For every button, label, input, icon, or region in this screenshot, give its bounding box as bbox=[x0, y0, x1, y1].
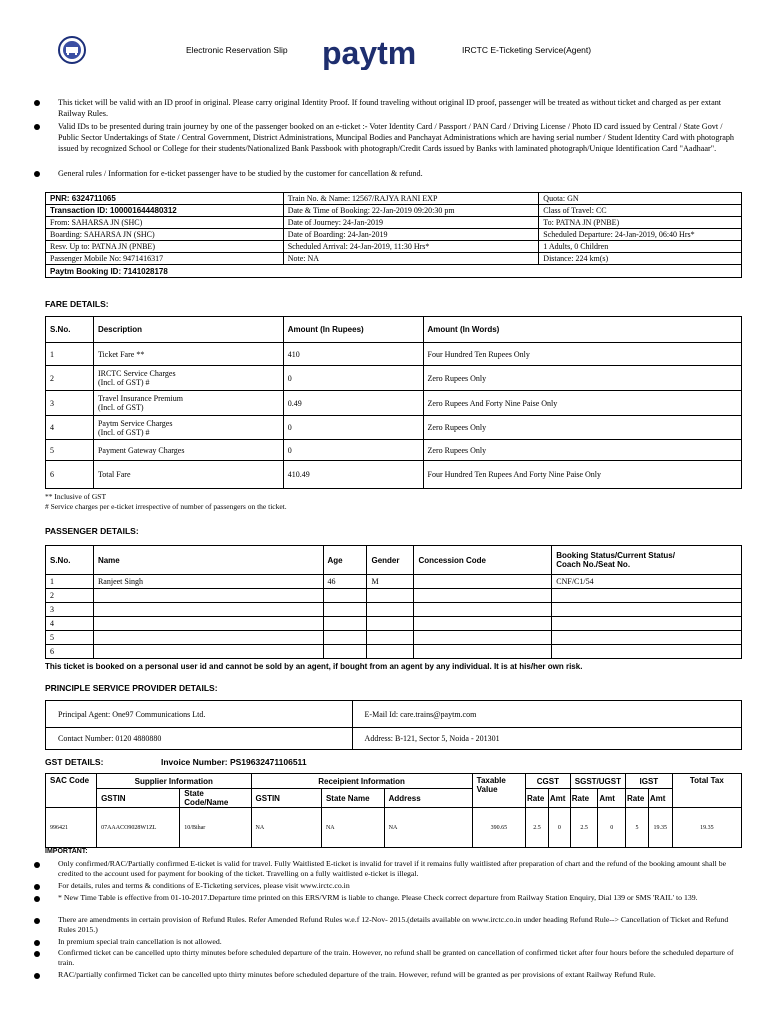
fare-desc bbox=[93, 440, 283, 461]
pax-concession bbox=[414, 645, 552, 659]
fare-table bbox=[45, 316, 742, 489]
gst-sgst-rate: 2.5 bbox=[570, 808, 598, 848]
gst-row bbox=[46, 808, 742, 848]
passenger-details-heading: PASSENGER DETAILS: bbox=[45, 526, 139, 536]
fare-row bbox=[46, 416, 742, 440]
intro-bullet-2 bbox=[58, 121, 740, 154]
pax-age bbox=[323, 617, 367, 631]
fare-col-sno: S.No. bbox=[46, 317, 94, 343]
pax-status bbox=[552, 645, 742, 659]
important-item-6 bbox=[58, 948, 740, 968]
important-text: * New Time Table is effective from 01-10-2017.Departure time printed on this ERS/VRM is liable to change. Please Check correct departure from Railway Station Enquiry, Dial 139 or SMS 'RAIL' to 139. bbox=[58, 893, 698, 902]
gst-igst-amt: 19.35 bbox=[648, 808, 672, 848]
bullet-icon bbox=[34, 884, 40, 890]
gst-recipient-state: NA bbox=[321, 808, 384, 848]
transaction-id: Transaction ID: 100001644480312 bbox=[46, 205, 284, 217]
fare-words: Zero Rupees Only bbox=[423, 366, 742, 391]
pax-age bbox=[323, 631, 367, 645]
gst-col-state-code: State Code/Name bbox=[180, 789, 251, 808]
fare-col-amount: Amount (In Rupees) bbox=[283, 317, 423, 343]
gst-total-tax: 19.35 bbox=[672, 808, 741, 848]
fare-row bbox=[46, 461, 742, 489]
intro-bullet-1 bbox=[58, 97, 740, 119]
principal-agent: Principal Agent: One97 Communications Ltd. bbox=[46, 701, 353, 728]
agent-resale-warning: This ticket is booked on a personal user id and cannot be sold by an agent, if bought from an agent by any individual. It is at his/her own risk. bbox=[45, 662, 583, 671]
gst-inclusive-note: ** Inclusive of GST bbox=[45, 492, 107, 501]
bullet-text: General rules / Information for e-ticket passenger have to be studied by the customer for cancellation & refund. bbox=[58, 169, 423, 178]
scheduled-arrival: Scheduled Arrival: 24-Jan-2019, 11:30 Hrs* bbox=[283, 241, 539, 253]
boarding-station: Boarding: SAHARSA JN (SHC) bbox=[46, 229, 284, 241]
fare-desc bbox=[93, 343, 283, 366]
bullet-icon bbox=[34, 940, 40, 946]
fare-row bbox=[46, 391, 742, 416]
gst-taxable-value: 390.65 bbox=[472, 808, 525, 848]
gst-col-sac: SAC Code bbox=[46, 774, 97, 808]
pax-name bbox=[93, 645, 323, 659]
quota: Quota: GN bbox=[539, 193, 742, 205]
train-name: Train No. & Name: 12567/RAJYA RANI EXP bbox=[283, 193, 539, 205]
pax-gender bbox=[367, 645, 414, 659]
gst-col-state-name: State Name bbox=[321, 789, 384, 808]
pax-name bbox=[93, 617, 323, 631]
fare-words: Four Hundred Ten Rupees Only bbox=[423, 343, 742, 366]
service-charge-note: # Service charges per e-ticket irrespective of number of passengers on the ticket. bbox=[45, 502, 287, 511]
important-item-7 bbox=[58, 970, 740, 980]
fare-sno: 2 bbox=[46, 366, 94, 391]
paytm-logo bbox=[322, 34, 434, 70]
fare-sno: 6 bbox=[46, 461, 94, 489]
invoice-number: Invoice Number: PS19632471106511 bbox=[161, 757, 307, 767]
gst-col-cgst-amt: Amt bbox=[548, 789, 570, 808]
pax-col-status-line1: Booking Status/Current Status/ bbox=[556, 551, 675, 560]
pax-sno: 1 bbox=[46, 575, 94, 589]
fare-desc-line: IRCTC Service Charges bbox=[97, 369, 176, 378]
important-item-4 bbox=[58, 915, 740, 935]
fare-col-words: Amount (In Words) bbox=[423, 317, 742, 343]
pax-sno: 4 bbox=[46, 617, 94, 631]
provider-table bbox=[45, 700, 742, 750]
pax-gender bbox=[367, 617, 414, 631]
pax-col-status bbox=[552, 546, 742, 575]
important-item-2 bbox=[58, 881, 740, 891]
pax-col-gender: Gender bbox=[367, 546, 414, 575]
journey-note: Note: NA bbox=[283, 253, 539, 265]
fare-desc bbox=[93, 366, 283, 391]
booking-datetime: Date & Time of Booking: 22-Jan-2019 09:20:30 pm bbox=[283, 205, 539, 217]
fare-desc-line: Travel Insurance Premium bbox=[97, 394, 183, 403]
bullet-icon bbox=[34, 171, 40, 177]
passenger-row bbox=[46, 631, 742, 645]
gst-table bbox=[45, 773, 742, 848]
bullet-icon bbox=[34, 124, 40, 130]
important-text: There are amendments in certain provision of Refund Rules. Refer Amended Refund Rules w.e.f 12-Nov- 2015.(details available on www.irctc.co.in under heading Refund Rule--> Cancellation of Ticket and Refund Rules 2015.) bbox=[58, 915, 729, 934]
gst-details-heading: GST DETAILS: bbox=[45, 757, 104, 767]
fare-col-description: Description bbox=[93, 317, 283, 343]
passenger-mobile: Passenger Mobile No: 9471416317 bbox=[46, 253, 284, 265]
fare-desc bbox=[93, 461, 283, 489]
pax-sno: 5 bbox=[46, 631, 94, 645]
gst-col-cgst: CGST bbox=[526, 774, 571, 789]
gst-supplier-gstin: 07AAACO9028W1ZL bbox=[97, 808, 180, 848]
important-item-5 bbox=[58, 937, 740, 947]
pax-age bbox=[323, 603, 367, 617]
important-text: Confirmed ticket can be cancelled upto thirty minutes before scheduled departure of the train. However, no refund shall be granted on cancellation of confirmed ticket after four hours before the scheduled departure of train. bbox=[58, 948, 734, 967]
pax-sno: 6 bbox=[46, 645, 94, 659]
fare-desc-line-2: (Incl. of GST) bbox=[97, 403, 144, 412]
bullet-icon bbox=[34, 862, 40, 868]
bullet-icon bbox=[34, 100, 40, 106]
pax-name: Ranjeet Singh bbox=[93, 575, 323, 589]
important-text: In premium special train cancellation is not allowed. bbox=[58, 937, 222, 946]
pax-name bbox=[93, 589, 323, 603]
bullet-text: Valid IDs to be presented during train journey by one of the passenger booked on an e-ticket :- Voter Identity Card / Passport / PAN Card / Driving License / Photo ID card issued by Central / State Govt / Public Sector Undertakings of State / Central Government, District Administrations, Muncipal Bodies and Panchayat Administrations which are having serial number / Student Identity Card with photograph issued by recognized School or College for their students/Nationalized Bank Passbook with photograph/Credit Cards issued by Banks with laminated photograph/Unique Identification Card "Aadhaar". bbox=[58, 122, 735, 153]
important-item-1 bbox=[58, 859, 740, 879]
gst-col-sgst: SGST/UGST bbox=[570, 774, 625, 789]
pax-status: CNF/C1/54 bbox=[552, 575, 742, 589]
gst-col-igst: IGST bbox=[626, 774, 673, 789]
bullet-icon bbox=[34, 896, 40, 902]
passenger-count: 1 Adults, 0 Children bbox=[539, 241, 742, 253]
pax-status bbox=[552, 631, 742, 645]
fare-row bbox=[46, 366, 742, 391]
passenger-row bbox=[46, 645, 742, 659]
gst-col-sgst-amt: Amt bbox=[598, 789, 626, 808]
pax-name bbox=[93, 603, 323, 617]
pnr: PNR: 6324711065 bbox=[46, 193, 284, 205]
pax-col-status-line2: Coach No./Seat No. bbox=[556, 560, 631, 569]
gst-cgst-amt: 0 bbox=[548, 808, 570, 848]
fare-words: Zero Rupees Only bbox=[423, 416, 742, 440]
boarding-date: Date of Boarding: 24-Jan-2019 bbox=[283, 229, 539, 241]
pax-age bbox=[323, 589, 367, 603]
fare-amount: 0 bbox=[283, 440, 423, 461]
scheduled-departure: Scheduled Departure: 24-Jan-2019, 06:40 Hrs* bbox=[539, 229, 742, 241]
gst-sgst-amt: 0 bbox=[598, 808, 626, 848]
gst-col-recipient: Receipient Information bbox=[251, 774, 472, 789]
pax-gender bbox=[367, 589, 414, 603]
paytm-logo-text: paytm bbox=[322, 35, 417, 70]
fare-desc-line-2: (Incl. of GST) # bbox=[97, 427, 150, 437]
gst-recipient-address: NA bbox=[384, 808, 472, 848]
gst-col-supplier-gstin: GSTIN bbox=[97, 789, 180, 808]
pax-age: 46 bbox=[323, 575, 367, 589]
fare-desc bbox=[93, 391, 283, 416]
gst-col-cgst-rate: Rate bbox=[526, 789, 549, 808]
fare-sno: 4 bbox=[46, 416, 94, 440]
fare-desc-line: Total Fare bbox=[97, 470, 131, 479]
provider-contact: Contact Number: 0120 4880880 bbox=[46, 728, 353, 750]
reservation-upto: Resv. Up to: PATNA JN (PNBE) bbox=[46, 241, 284, 253]
important-text: Only confirmed/RAC/Partially confirmed E-ticket is valid for travel. Fully Waitlisted E-ticket is invalid for travel if it remains fully waitlisted after preparation of chart and the refund of the booking amount shall be credited to the account used for payment for booking of the ticket. Travelling on a fully waitlisted e-ticket is illegal. bbox=[58, 859, 727, 878]
fare-desc-line: Payment Gateway Charges bbox=[97, 445, 185, 455]
fare-desc-line-2: (Incl. of GST) # bbox=[97, 378, 150, 387]
bullet-icon bbox=[34, 918, 40, 924]
gst-igst-rate: 5 bbox=[626, 808, 649, 848]
intro-bullet-3 bbox=[58, 168, 740, 179]
distance: Distance: 224 km(s) bbox=[539, 253, 742, 265]
irctc-logo bbox=[58, 36, 86, 64]
journey-table bbox=[45, 192, 742, 278]
fare-sno: 3 bbox=[46, 391, 94, 416]
gst-sac: 996421 bbox=[46, 808, 97, 848]
passenger-row bbox=[46, 603, 742, 617]
gst-col-supplier: Supplier Information bbox=[97, 774, 251, 789]
important-heading: IMPORTANT: bbox=[45, 848, 88, 855]
pax-name bbox=[93, 631, 323, 645]
travel-class: Class of Travel: CC bbox=[539, 205, 742, 217]
header-right-title: IRCTC E-Ticketing Service(Agent) bbox=[462, 45, 592, 55]
pax-concession bbox=[414, 617, 552, 631]
fare-details-heading: FARE DETAILS: bbox=[45, 299, 109, 309]
pax-sno: 3 bbox=[46, 603, 94, 617]
provider-address: Address: B-121, Sector 5, Noida - 201301 bbox=[352, 728, 741, 750]
pax-gender bbox=[367, 603, 414, 617]
gst-col-taxable: Taxable Value bbox=[472, 774, 525, 808]
fare-amount: 0 bbox=[283, 366, 423, 391]
to-station: To: PATNA JN (PNBE) bbox=[539, 217, 742, 229]
gst-col-address: Address bbox=[384, 789, 472, 808]
fare-amount: 410.49 bbox=[283, 461, 423, 489]
important-item-3 bbox=[58, 893, 740, 903]
fare-row bbox=[46, 343, 742, 366]
fare-row bbox=[46, 440, 742, 461]
pax-col-age: Age bbox=[323, 546, 367, 575]
bullet-text: This ticket will be valid with an ID proof in original. Please carry original Identity Proof. If found traveling without original ID proof, passenger will be treated as without ticket and charged as per extant Railway Rules. bbox=[58, 98, 722, 118]
pax-col-concession: Concession Code bbox=[414, 546, 552, 575]
fare-amount: 0 bbox=[283, 416, 423, 440]
pax-concession bbox=[414, 589, 552, 603]
pax-status bbox=[552, 603, 742, 617]
fare-words: Zero Rupees Only bbox=[423, 440, 742, 461]
pax-gender bbox=[367, 631, 414, 645]
passenger-row bbox=[46, 589, 742, 603]
important-text: RAC/partially confirmed Ticket can be cancelled upto thirty minutes before scheduled departure of the train. However, refund will be granted as per provisions of extant Railway Refund Rule. bbox=[58, 970, 656, 979]
journey-date: Date of Journey: 24-Jan-2019 bbox=[283, 217, 539, 229]
pax-concession bbox=[414, 575, 552, 589]
fare-sno: 1 bbox=[46, 343, 94, 366]
passenger-row bbox=[46, 617, 742, 631]
gst-cgst-rate: 2.5 bbox=[526, 808, 549, 848]
fare-amount: 410 bbox=[283, 343, 423, 366]
gst-col-sgst-rate: Rate bbox=[570, 789, 598, 808]
pax-age bbox=[323, 645, 367, 659]
service-provider-heading: PRINCIPLE SERVICE PROVIDER DETAILS: bbox=[45, 683, 218, 693]
gst-supplier-state: 10/Bihar bbox=[180, 808, 251, 848]
fare-desc-line: Paytm Service Charges bbox=[97, 418, 173, 428]
bullet-icon bbox=[34, 973, 40, 979]
pax-concession bbox=[414, 603, 552, 617]
gst-col-igst-rate: Rate bbox=[626, 789, 649, 808]
fare-amount: 0.49 bbox=[283, 391, 423, 416]
pax-col-sno: S.No. bbox=[46, 546, 94, 575]
pax-status bbox=[552, 589, 742, 603]
header-left-title: Electronic Reservation Slip bbox=[186, 45, 288, 55]
pax-sno: 2 bbox=[46, 589, 94, 603]
pax-col-name: Name bbox=[93, 546, 323, 575]
pax-concession bbox=[414, 631, 552, 645]
bullet-icon bbox=[34, 951, 40, 957]
pax-status bbox=[552, 617, 742, 631]
pax-gender: M bbox=[367, 575, 414, 589]
fare-desc bbox=[93, 416, 283, 440]
fare-sno: 5 bbox=[46, 440, 94, 461]
from-station: From: SAHARSA JN (SHC) bbox=[46, 217, 284, 229]
paytm-booking-id: Paytm Booking ID: 7141028178 bbox=[46, 265, 742, 278]
fare-words: Zero Rupees And Forty Nine Paise Only bbox=[423, 391, 742, 416]
gst-col-recipient-gstin: GSTIN bbox=[251, 789, 321, 808]
important-text: For details, rules and terms & conditions of E-Ticketing services, please visit www.irctc.co.in bbox=[58, 881, 350, 890]
gst-recipient-gstin: NA bbox=[251, 808, 321, 848]
passenger-table bbox=[45, 545, 742, 659]
provider-email: E-Mail Id: care.trains@paytm.com bbox=[352, 701, 741, 728]
fare-desc-line: Ticket Fare ** bbox=[97, 349, 145, 359]
passenger-row bbox=[46, 575, 742, 589]
gst-col-igst-amt: Amt bbox=[648, 789, 672, 808]
gst-col-total: Total Tax bbox=[672, 774, 741, 808]
fare-words: Four Hundred Ten Rupees And Forty Nine Paise Only bbox=[423, 461, 742, 489]
